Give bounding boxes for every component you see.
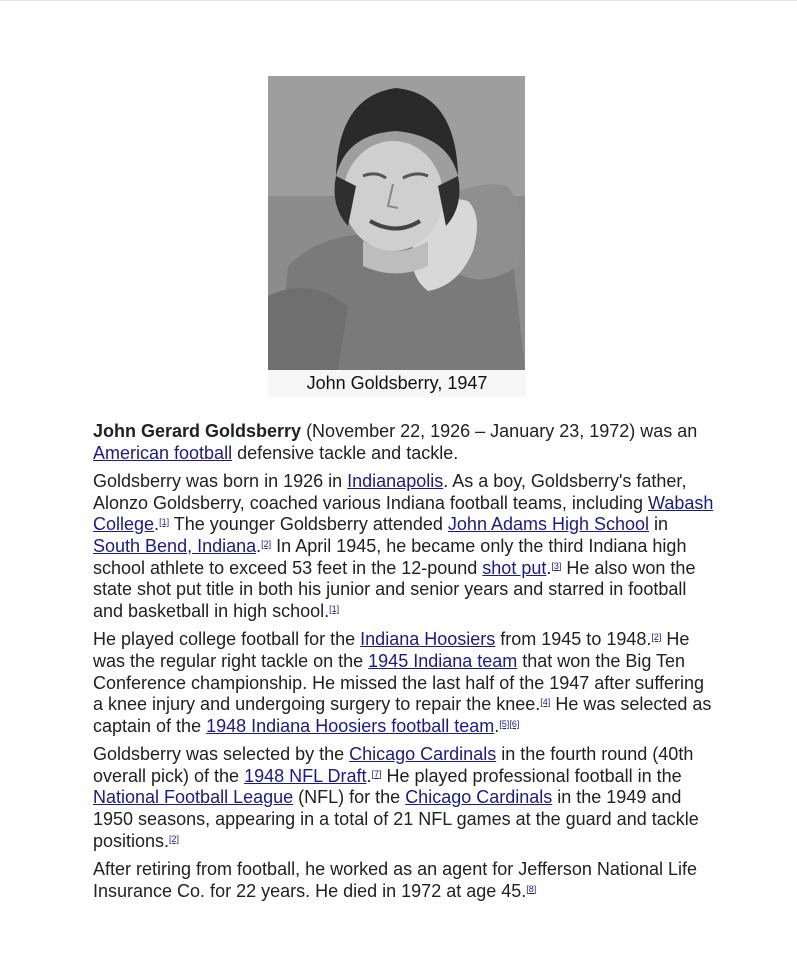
text: in the 1949 and 1950 seasons, appearing in a total of 21 NFL games at the guard and tackle positions. — [93, 787, 699, 851]
text: . As a boy, Goldsberry's father, Alonzo Goldsberry, coached various Indiana football teams, including — [93, 470, 687, 513]
top-border — [0, 0, 797, 1]
infobox-figure — [268, 76, 526, 397]
text: He played professional football in the — [381, 765, 682, 786]
text: . — [154, 514, 160, 535]
reference-2[interactable]: [2] — [261, 538, 272, 549]
text: He was selected as captain of the — [93, 694, 712, 736]
reference-4[interactable]: [4] — [540, 697, 551, 708]
later-life-paragraph — [93, 859, 719, 902]
link-1948-indiana-hoosiers-team[interactable]: 1948 Indiana Hoosiers football team — [206, 715, 495, 736]
player-photo[interactable] — [268, 76, 525, 370]
link-john-adams-high-school[interactable]: John Adams High School — [447, 514, 650, 535]
reference-8[interactable]: [8] — [526, 883, 537, 894]
reference-5[interactable]: [5] — [499, 718, 510, 729]
text: . — [494, 715, 500, 736]
link-indiana-hoosiers[interactable]: Indiana Hoosiers — [360, 629, 496, 650]
text: defensive tackle and tackle. — [232, 442, 459, 463]
text: (November 22, 1926 – January 23, 1972) was an — [301, 421, 698, 441]
text: He played college football for the — [93, 629, 361, 650]
link-american-football[interactable]: American football — [93, 442, 233, 463]
text: . — [256, 535, 262, 556]
text: that won the Big Ten Conference championship. He missed the last half of the 1947 after suffering a knee injury and undergoing surgery to repair the knee. — [93, 650, 705, 715]
text: from 1945 to 1948. — [495, 629, 652, 650]
text: After retiring from football, he worked as an agent for Jefferson National Life Insurance Co. for 22 years. He died in 1972 at age 45. — [93, 858, 697, 901]
text: . — [546, 557, 552, 578]
link-wabash-college[interactable]: Wabash College — [93, 492, 714, 535]
subject-name: John Gerard Goldsberry — [93, 421, 302, 441]
text: Goldsberry was selected by the — [93, 744, 350, 765]
figure-caption: John Goldsberry, 1947 — [268, 370, 526, 397]
article-body — [93, 421, 719, 909]
reference-1[interactable]: [1] — [329, 604, 340, 615]
text: in — [649, 514, 669, 535]
link-indianapolis[interactable]: Indianapolis — [347, 470, 444, 491]
text: He was the regular right tackle on the — [93, 629, 690, 671]
text: Goldsberry was born in 1926 in — [93, 470, 348, 491]
text: In April 1945, he became only the third Indiana high school athlete to exceed 53 feet in the 12-pound — [93, 535, 687, 578]
text: (NFL) for the — [293, 787, 406, 808]
early-life-paragraph — [93, 471, 719, 623]
link-shot-put[interactable]: shot put — [482, 557, 547, 578]
link-chicago-cardinals[interactable]: Chicago Cardinals — [349, 744, 497, 765]
reference-2[interactable]: [2] — [169, 833, 180, 844]
link-1948-nfl-draft[interactable]: 1948 NFL Draft — [244, 765, 367, 786]
professional-paragraph — [93, 744, 719, 853]
reference-6[interactable]: [6] — [509, 718, 520, 729]
link-chicago-cardinals[interactable]: Chicago Cardinals — [405, 787, 553, 808]
reference-1[interactable]: [1] — [159, 517, 170, 528]
reference-7[interactable]: [7] — [371, 768, 382, 779]
link-national-football-league[interactable]: National Football League — [93, 787, 294, 808]
text: . — [366, 765, 372, 786]
college-paragraph — [93, 629, 719, 738]
text: in the fourth round (40th overall pick) of the — [93, 744, 694, 786]
link-south-bend-indiana[interactable]: South Bend, Indiana — [93, 535, 257, 556]
lead-paragraph — [93, 421, 719, 464]
link-1945-indiana-team[interactable]: 1945 Indiana team — [368, 650, 518, 671]
text: He also won the state shot put title in both his junior and senior years and starred in football and basketball in high school. — [93, 557, 696, 622]
reference-2[interactable]: [2] — [651, 632, 662, 643]
reference-3[interactable]: [3] — [551, 560, 562, 571]
text: The younger Goldsberry attended — [169, 514, 448, 535]
